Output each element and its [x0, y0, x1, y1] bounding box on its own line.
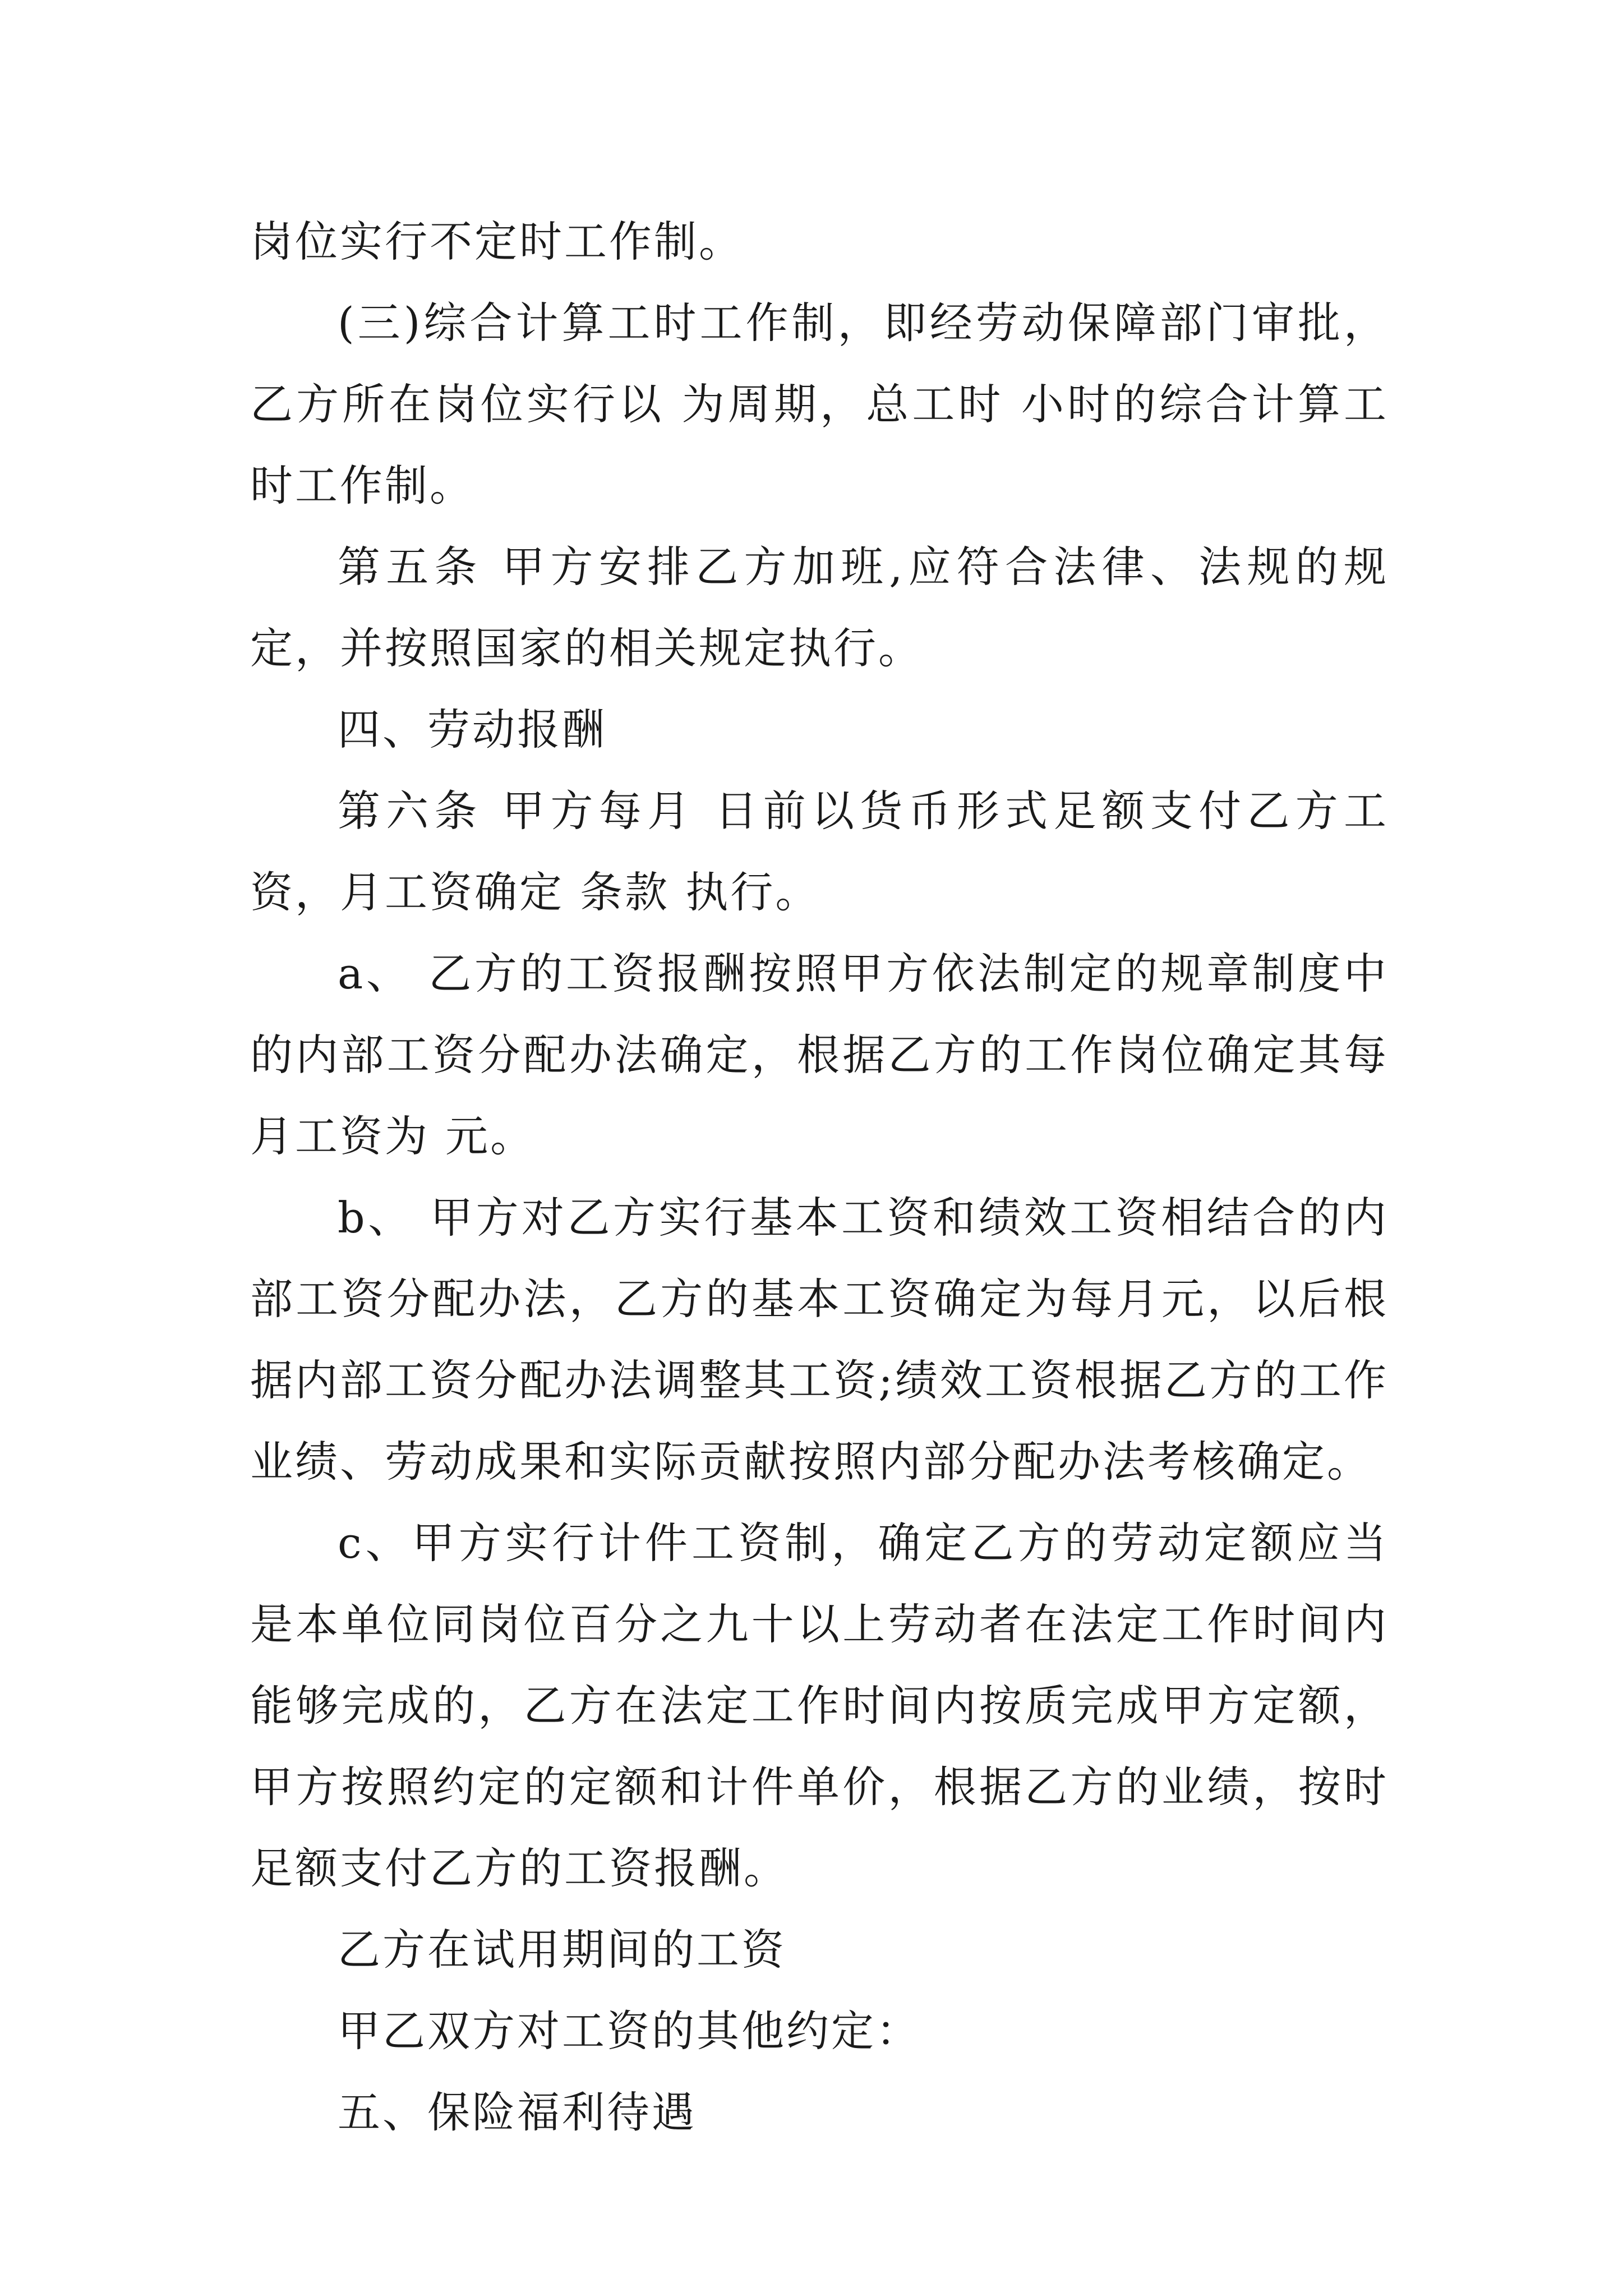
paragraph-1: 岗位实行不定时工作制。 — [250, 217, 744, 266]
paragraph-7: b、 甲方对乙方实行基本工资和绩效工资相结合的内部工资分配办法，乙方的基本工资确定为每月元，以后根据内部工资分配办法调整其工资;绩效工资根据乙方的工作业绩、劳动成果和实际贡献按照内部分配办法考核确定。 — [250, 1193, 1389, 1487]
paragraph-8: c、甲方实行计件工资制，确定乙方的劳动定额应当是本单位同岗位百分之九十以上劳动者在法定工作时间内能够完成的，乙方在法定工作时间内按质完成甲方定额，甲方按照约定的定额和计件单价，根据乙方的业绩，按时足额支付乙方的工资报酬。 — [250, 1518, 1389, 1893]
paragraph-2: (三)综合计算工时工作制，即经劳动保障部门审批，乙方所在岗位实行以 为周期，总工时 小时的综合计算工时工作制。 — [250, 298, 1389, 510]
paragraph-10: 甲乙双方对工资的其他约定： — [338, 2006, 921, 2056]
paragraph-3: 第五条 甲方安排乙方加班,应符合法律、法规的规定，并按照国家的相关规定执行。 — [250, 542, 1389, 673]
document-body — [250, 201, 1389, 2153]
section-heading-insurance: 五、保险福利待遇 — [338, 2087, 697, 2137]
paragraph-9: 乙方在试用期间的工资 — [338, 1925, 786, 1975]
paragraph-6: a、 乙方的工资报酬按照甲方依法制定的规章制度中的内部工资分配办法确定，根据乙方的工作岗位确定其每月工资为 元。 — [250, 949, 1389, 1161]
paragraph-5: 第六条 甲方每月 日前以货币形式足额支付乙方工资，月工资确定 条款 执行。 — [250, 786, 1389, 917]
section-heading-labor-pay: 四、劳动报酬 — [338, 705, 607, 754]
